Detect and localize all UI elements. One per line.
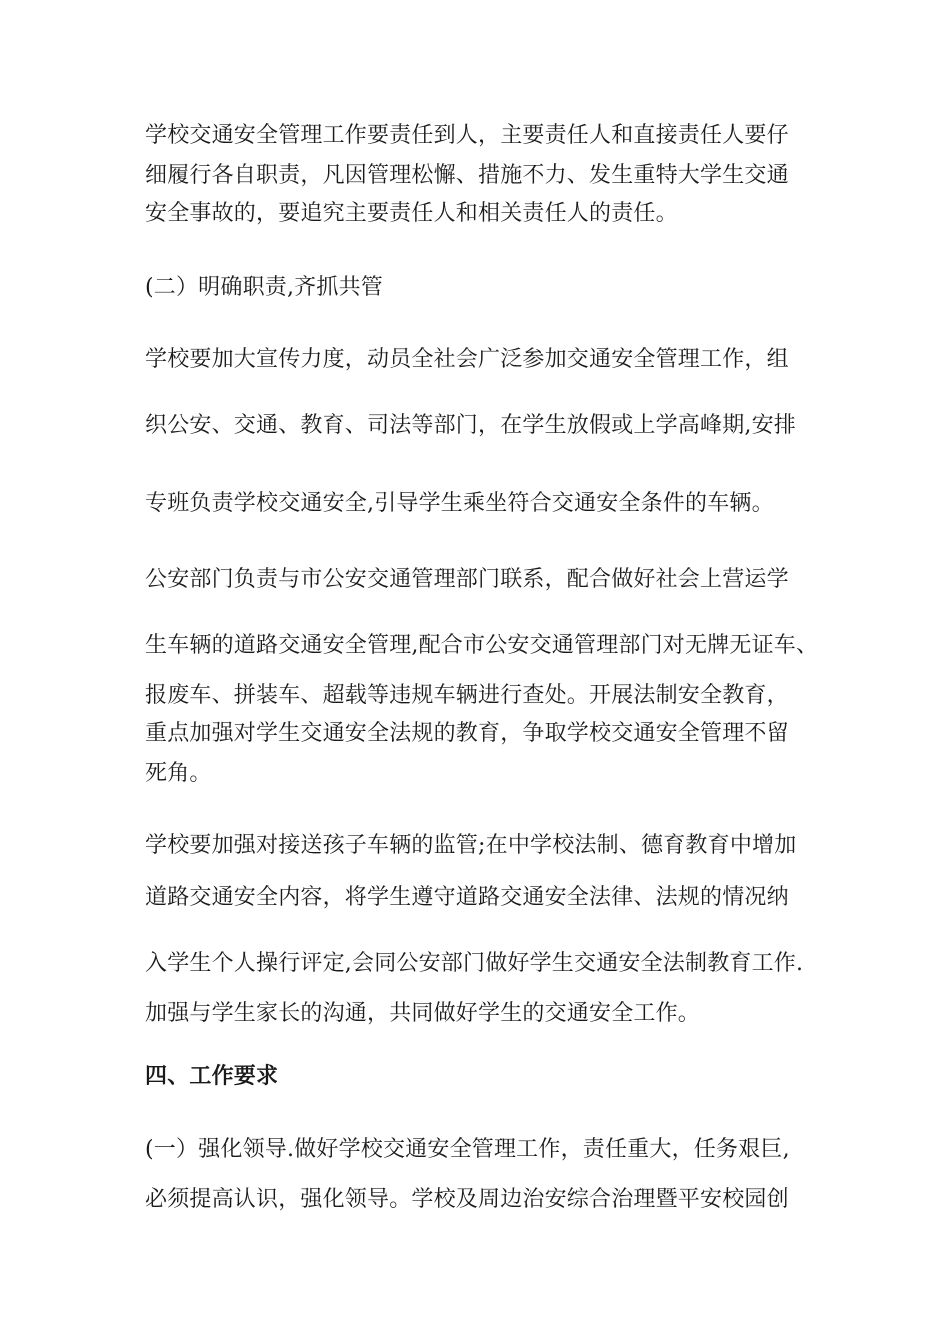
text-line: 生车辆的道路交通安全管理,配合市公安交通管理部门对无牌无证车、 (145, 633, 819, 658)
text-line: 入学生个人操行评定,会同公安部门做好学生交通安全法制教育工作. (145, 951, 804, 976)
text-line: 道路交通安全内容，将学生遵守道路交通安全法律、法规的情况纳 (145, 885, 789, 910)
text-line: 安全事故的，要追究主要责任人和相关责任人的责任。 (145, 201, 678, 226)
text-line: 细履行各自职责，凡因管理松懈、措施不力、发生重特大学生交通 (145, 163, 789, 188)
text-line: 加强与学生家长的沟通，共同做好学生的交通安全工作。 (145, 1001, 701, 1026)
text-line: 公安部门负责与市公安交通管理部门联系，配合做好社会上营运学 (145, 567, 789, 592)
text-line: 重点加强对学生交通安全法规的教育，争取学校交通安全管理不留 (145, 721, 789, 746)
text-line: 必须提高认识，强化领导。学校及周边治安综合治理暨平安校园创 (145, 1187, 789, 1212)
text-line: 报废车、拼装车、超载等违规车辆进行查处。开展法制安全教育， (145, 683, 789, 708)
section-heading: 四、工作要求 (145, 1063, 279, 1089)
text-line: 学校要加大宣传力度，动员全社会广泛参加交通安全管理工作，组 (145, 347, 789, 372)
text-line: 专班负责学校交通安全,引导学生乘坐符合交通安全条件的车辆。 (145, 491, 774, 516)
text-line: 织公安、交通、教育、司法等部门，在学生放假或上学高峰期,安排 (145, 413, 796, 438)
text-line: 学校要加强对接送孩子车辆的监管;在中学校法制、德育教育中增加 (145, 833, 797, 858)
text-line: 学校交通安全管理工作要责任到人，主要责任人和直接责任人要仔 (145, 123, 789, 148)
section-subheading: (二）明确职责,齐抓共管 (145, 275, 383, 300)
text-line: (一）强化领导.做好学校交通安全管理工作，责任重大，任务艰巨, (145, 1137, 790, 1162)
text-line: 死角。 (145, 761, 212, 786)
